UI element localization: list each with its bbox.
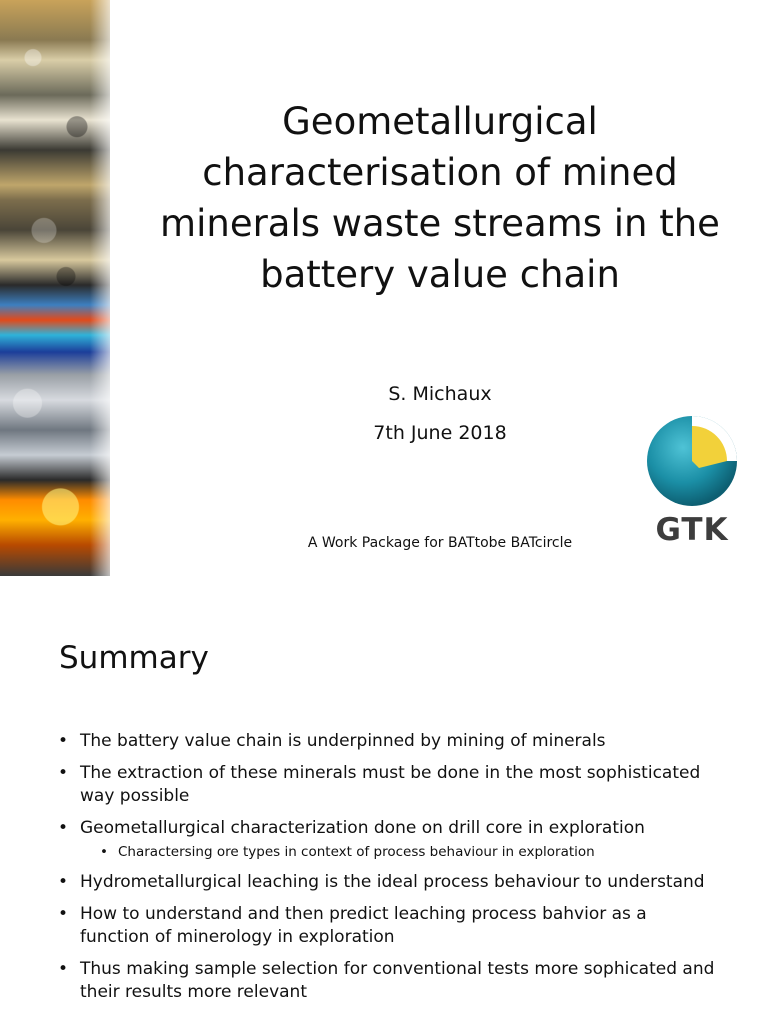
summary-bullet: • Geometallurgical characterization done on drill core in exploration [0,817,720,840]
summary-bullet: • Hydrometallurgical leaching is the ideal process behaviour to understand [0,871,720,894]
collage-fade [90,0,120,576]
summary-bullet: • The extraction of these minerals must be done in the most sophisticated way possible [0,762,720,808]
summary-bullet: • Thus making sample selection for conventional tests more sophicated and their results more relevant [0,958,720,1004]
gtk-logo-text: GTK [655,512,729,548]
summary-slide [0,628,768,1024]
presentation-date: 7th June 2018 [373,422,507,444]
gtk-logo [642,414,742,554]
work-package-caption: A Work Package for BATtobe BATcircle [307,535,573,551]
summary-sub-bullet: • Charactersing ore types in context of process behaviour in exploration [0,842,718,862]
presentation-title: Geometallurgical characterisation of mined minerals waste streams in the battery value chain [160,100,720,296]
summary-bullet-list [0,730,768,1013]
summary-heading: Summary [59,640,209,676]
gtk-globe-logo-icon [642,414,742,514]
author-name: S. Michaux [388,383,492,405]
summary-bullet: • The battery value chain is underpinned by mining of minerals [0,730,720,753]
summary-bullet: • How to understand and then predict leaching process bahvior as a function of minerology in exploration [0,903,720,949]
